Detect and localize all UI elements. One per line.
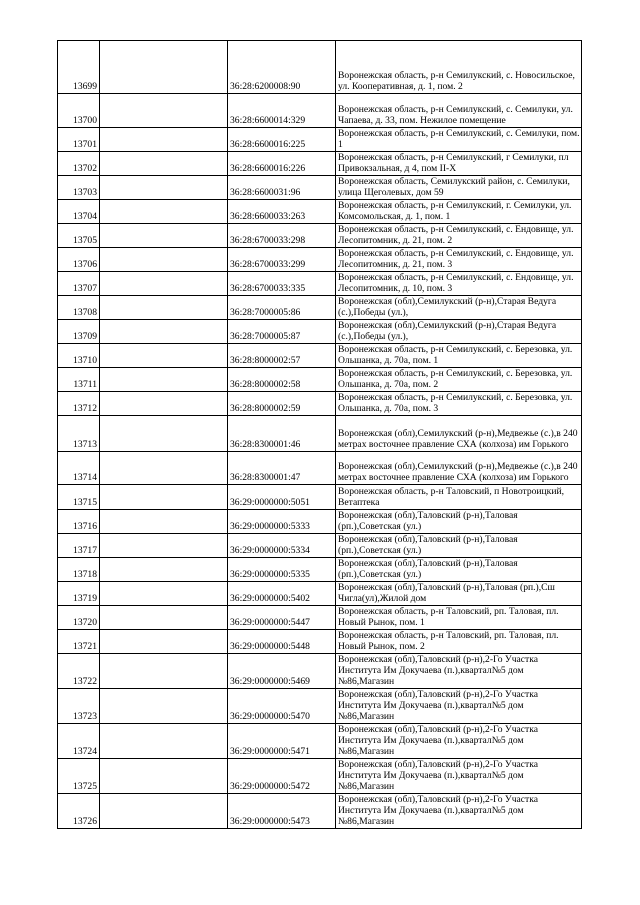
row-number-cell: 13713 [58,416,100,452]
cadastral-number-cell: 36:29:0000000:5471 [228,724,336,759]
table-row [58,759,582,794]
table-row [58,654,582,689]
row-number-cell: 13712 [58,392,100,416]
table-row [58,582,582,606]
row-number-cell: 13701 [58,128,100,152]
row-number-cell: 13719 [58,582,100,606]
address-cell: Воронежская область, р-н Семилукский, г. Семилуки, ул. Комсомольская, д. 1, пом. 1 [336,200,582,224]
cadastral-number-cell: 36:29:0000000:5470 [228,689,336,724]
row-number-cell: 13721 [58,630,100,654]
empty-cell [100,224,228,248]
empty-cell [100,582,228,606]
table-row [58,128,582,152]
cadastral-number-cell: 36:28:6600016:226 [228,152,336,176]
empty-cell [100,248,228,272]
cadastral-number-cell: 36:28:6600031:96 [228,176,336,200]
empty-cell [100,296,228,320]
cadastral-number-cell: 36:28:6600016:225 [228,128,336,152]
row-number-cell: 13722 [58,654,100,689]
row-number-cell: 13710 [58,344,100,368]
empty-cell [100,320,228,344]
table-row [58,320,582,344]
table-row [58,176,582,200]
records-table [57,40,582,829]
records-table-body [58,41,582,829]
empty-cell [100,630,228,654]
row-number-cell: 13702 [58,152,100,176]
table-row [58,272,582,296]
cadastral-number-cell: 36:29:0000000:5402 [228,582,336,606]
address-cell: Воронежская область, Семилукский район, с. Семилуки, улица Щеголевых, дом 59 [336,176,582,200]
cadastral-number-cell: 36:28:6700033:298 [228,224,336,248]
row-number-cell: 13726 [58,794,100,829]
row-number-cell: 13716 [58,510,100,534]
table-row [58,94,582,128]
row-number-cell: 13725 [58,759,100,794]
cadastral-number-cell: 36:29:0000000:5469 [228,654,336,689]
row-number-cell: 13723 [58,689,100,724]
cadastral-number-cell: 36:29:0000000:5051 [228,485,336,510]
row-number-cell: 13715 [58,485,100,510]
cadastral-number-cell: 36:28:6700033:299 [228,248,336,272]
table-row [58,392,582,416]
table-row [58,248,582,272]
row-number-cell: 13700 [58,94,100,128]
empty-cell [100,368,228,392]
table-row [58,41,582,94]
empty-cell [100,176,228,200]
row-number-cell: 13709 [58,320,100,344]
table-row [58,296,582,320]
cadastral-number-cell: 36:29:0000000:5335 [228,558,336,582]
cadastral-number-cell: 36:28:8000002:59 [228,392,336,416]
empty-cell [100,392,228,416]
empty-cell [100,41,228,94]
cadastral-number-cell: 36:28:8000002:58 [228,368,336,392]
row-number-cell: 13704 [58,200,100,224]
empty-cell [100,94,228,128]
table-row [58,510,582,534]
address-cell: Воронежская область, р-н Семилукский, с. Ендовище, ул. Лесопитомник, д. 10, пом. 3 [336,272,582,296]
row-number-cell: 13720 [58,606,100,630]
cadastral-number-cell: 36:28:8000002:57 [228,344,336,368]
address-cell: Воронежская область, р-н Семилукский, с. Ендовище, ул. Лесопитомник, д. 21, пом. 3 [336,248,582,272]
address-cell: Воронежская область, р-н Семилукский, с. Ендовище, ул. Лесопитомник, д. 21, пом. 2 [336,224,582,248]
address-cell: Воронежская (обл),Семилукский (р-н),Медвежье (с.),в 240 метрах восточнее правление СХА (колхоза) им Горького [336,416,582,452]
cadastral-number-cell: 36:29:0000000:5448 [228,630,336,654]
empty-cell [100,606,228,630]
address-cell: Воронежская (обл),Таловский (р-н),2-Го Участка Института Им Докучаева (п.),квартал№5 дом №86,Магазин [336,794,582,829]
row-number-cell: 13708 [58,296,100,320]
cadastral-number-cell: 36:28:7000005:87 [228,320,336,344]
row-number-cell: 13718 [58,558,100,582]
address-cell: Воронежская (обл),Таловский (р-н),Таловая (рп.),Советская (ул.) [336,558,582,582]
empty-cell [100,200,228,224]
table-row [58,344,582,368]
address-cell: Воронежская (обл),Таловский (р-н),2-Го Участка Института Им Докучаева (п.),квартал№5 дом №86,Магазин [336,724,582,759]
cadastral-number-cell: 36:28:6600014:329 [228,94,336,128]
row-number-cell: 13717 [58,534,100,558]
table-row [58,485,582,510]
row-number-cell: 13707 [58,272,100,296]
address-cell: Воронежская (обл),Таловский (р-н),Таловая (рп.),Сш Чигла(ул),Жилой дом [336,582,582,606]
table-row [58,152,582,176]
address-cell: Воронежская область, р-н Семилукский, г Семилуки, пл Привокзальная, д 4, пом II-X [336,152,582,176]
address-cell: Воронежская область, р-н Семилукский, с. Семилуки, пом. 1 [336,128,582,152]
empty-cell [100,344,228,368]
empty-cell [100,558,228,582]
address-cell: Воронежская область, р-н Семилукский, с. Березовка, ул. Ольшанка, д. 70а, пом. 3 [336,392,582,416]
address-cell: Воронежская область, р-н Семилукский, с. Новосильское, ул. Кооперативная, д. 1, пом. 2 [336,41,582,94]
table-row [58,630,582,654]
address-cell: Воронежская (обл),Таловский (р-н),Таловая (рп.),Советская (ул.) [336,534,582,558]
empty-cell [100,152,228,176]
address-cell: Воронежская область, р-н Семилукский, с. Семилуки, ул. Чапаева, д. 33, пом. Нежилое помещение [336,94,582,128]
row-number-cell: 13724 [58,724,100,759]
table-row [58,452,582,485]
empty-cell [100,654,228,689]
address-cell: Воронежская область, р-н Семилукский, с. Березовка, ул. Ольшанка, д. 70а, пом. 2 [336,368,582,392]
table-row [58,368,582,392]
row-number-cell: 13703 [58,176,100,200]
empty-cell [100,452,228,485]
address-cell: Воронежская (обл),Таловский (р-н),2-Го Участка Института Им Докучаева (п.),квартал№5 дом №86,Магазин [336,689,582,724]
empty-cell [100,485,228,510]
address-cell: Воронежская (обл),Семилукский (р-н),Медвежье (с.),в 240 метрах восточнее правление СХА (колхоза) им Горького [336,452,582,485]
cadastral-number-cell: 36:29:0000000:5472 [228,759,336,794]
row-number-cell: 13705 [58,224,100,248]
table-row [58,534,582,558]
empty-cell [100,510,228,534]
empty-cell [100,689,228,724]
cadastral-number-cell: 36:28:6600033:263 [228,200,336,224]
table-row [58,558,582,582]
empty-cell [100,759,228,794]
address-cell: Воронежская область, р-н Семилукский, с. Березовка, ул. Ольшанка, д. 70а, пом. 1 [336,344,582,368]
row-number-cell: 13714 [58,452,100,485]
cadastral-number-cell: 36:28:8300001:46 [228,416,336,452]
cadastral-number-cell: 36:28:6700033:335 [228,272,336,296]
table-row [58,224,582,248]
address-cell: Воронежская (обл),Таловский (р-н),2-Го Участка Института Им Докучаева (п.),квартал№5 дом №86,Магазин [336,759,582,794]
empty-cell [100,128,228,152]
empty-cell [100,272,228,296]
table-row [58,794,582,829]
address-cell: Воронежская (обл),Семилукский (р-н),Старая Ведуга (с.),Победы (ул.), [336,296,582,320]
cadastral-number-cell: 36:29:0000000:5334 [228,534,336,558]
cadastral-number-cell: 36:29:0000000:5333 [228,510,336,534]
row-number-cell: 13706 [58,248,100,272]
table-row [58,200,582,224]
row-number-cell: 13699 [58,41,100,94]
row-number-cell: 13711 [58,368,100,392]
address-cell: Воронежская область, р-н Таловский, рп. Таловая, пл. Новый Рынок, пом. 1 [336,606,582,630]
table-row [58,606,582,630]
empty-cell [100,794,228,829]
cadastral-number-cell: 36:29:0000000:5447 [228,606,336,630]
cadastral-number-cell: 36:28:8300001:47 [228,452,336,485]
cadastral-number-cell: 36:28:6200008:90 [228,41,336,94]
cadastral-number-cell: 36:29:0000000:5473 [228,794,336,829]
address-cell: Воронежская (обл),Семилукский (р-н),Старая Ведуга (с.),Победы (ул.), [336,320,582,344]
empty-cell [100,724,228,759]
address-cell: Воронежская (обл),Таловский (р-н),2-Го Участка Института Им Докучаева (п.),квартал№5 дом №86,Магазин [336,654,582,689]
address-cell: Воронежская (обл),Таловский (р-н),Таловая (рп.),Советская (ул.) [336,510,582,534]
empty-cell [100,416,228,452]
table-row [58,416,582,452]
address-cell: Воронежская область, р-н Таловский, рп. Таловая, пл. Новый Рынок, пом. 2 [336,630,582,654]
table-row [58,689,582,724]
table-row [58,724,582,759]
empty-cell [100,534,228,558]
address-cell: Воронежская область, р-н Таловский, п Новотроицкий, Ветаптека [336,485,582,510]
cadastral-number-cell: 36:28:7000005:86 [228,296,336,320]
